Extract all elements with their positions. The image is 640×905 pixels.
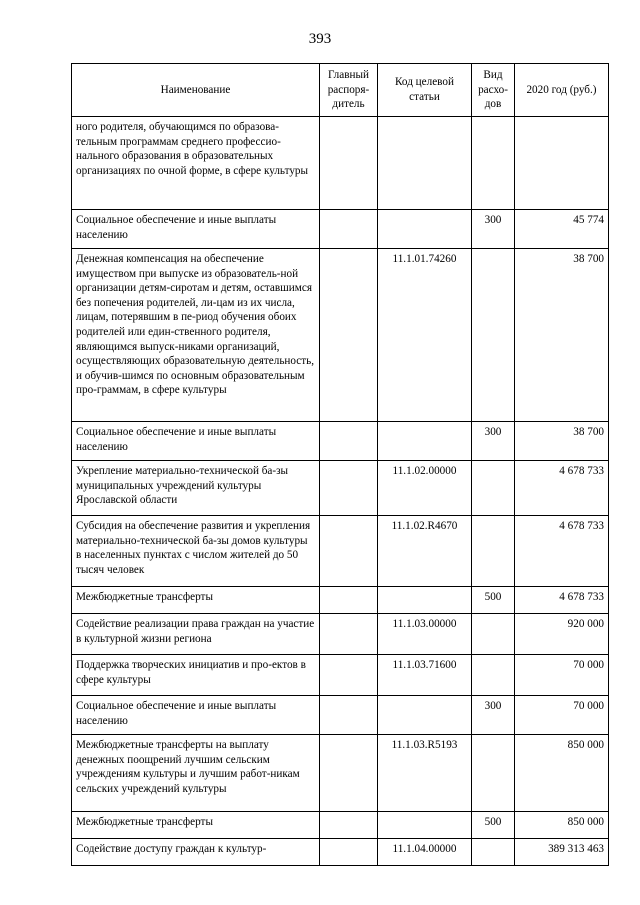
row-name: Социальное обеспечение и иные выплаты населению <box>72 210 320 249</box>
row-expense-kind <box>472 516 515 587</box>
table-row <box>72 587 609 614</box>
row-expense-kind: 500 <box>472 812 515 839</box>
row-amount: 850 000 <box>515 735 609 812</box>
row-expense-kind <box>472 839 515 866</box>
row-expense-kind: 300 <box>472 422 515 461</box>
table-body <box>72 117 609 866</box>
row-amount: 45 774 <box>515 210 609 249</box>
header-expense-kind: Вид расхо-дов <box>472 64 515 117</box>
table-row <box>72 839 609 866</box>
row-amount: 4 678 733 <box>515 516 609 587</box>
row-chief-administrator <box>320 461 378 516</box>
row-chief-administrator <box>320 516 378 587</box>
row-name: Межбюджетные трансферты <box>72 812 320 839</box>
row-target-code <box>378 210 472 249</box>
table-row <box>72 655 609 696</box>
row-expense-kind <box>472 249 515 422</box>
row-target-code <box>378 812 472 839</box>
header-target-code: Код целевой статьи <box>378 64 472 117</box>
row-name: Субсидия на обеспечение развития и укрепления материально-технической ба-зы домов культуры в населенных пунктах с числом жителей до 50 тысяч человек <box>72 516 320 587</box>
table-row <box>72 210 609 249</box>
table-row <box>72 249 609 422</box>
row-name: Социальное обеспечение и иные выплаты населению <box>72 422 320 461</box>
row-expense-kind <box>472 117 515 210</box>
row-name: Межбюджетные трансферты <box>72 587 320 614</box>
row-amount <box>515 117 609 210</box>
page-number: 393 <box>308 31 332 47</box>
row-target-code: 11.1.03.R5193 <box>378 735 472 812</box>
row-expense-kind <box>472 461 515 516</box>
table-header-row <box>72 64 609 117</box>
header-chief-administrator: Главный распоря-дитель <box>320 64 378 117</box>
row-expense-kind: 300 <box>472 696 515 735</box>
header-amount-2020: 2020 год (руб.) <box>515 64 609 117</box>
row-target-code: 11.1.03.00000 <box>378 614 472 655</box>
row-target-code: 11.1.02.00000 <box>378 461 472 516</box>
table-row <box>72 735 609 812</box>
row-target-code <box>378 117 472 210</box>
row-target-code: 11.1.01.74260 <box>378 249 472 422</box>
row-chief-administrator <box>320 249 378 422</box>
header-name: Наименование <box>72 64 320 117</box>
table-row <box>72 516 609 587</box>
row-chief-administrator <box>320 422 378 461</box>
row-target-code <box>378 422 472 461</box>
table-row <box>72 812 609 839</box>
row-amount: 389 313 463 <box>515 839 609 866</box>
row-amount: 920 000 <box>515 614 609 655</box>
table-row <box>72 117 609 210</box>
row-amount: 70 000 <box>515 696 609 735</box>
row-target-code: 11.1.03.71600 <box>378 655 472 696</box>
row-amount: 38 700 <box>515 249 609 422</box>
row-amount: 70 000 <box>515 655 609 696</box>
row-expense-kind <box>472 614 515 655</box>
row-amount: 4 678 733 <box>515 587 609 614</box>
budget-table <box>71 63 609 866</box>
table-row <box>72 614 609 655</box>
row-chief-administrator <box>320 117 378 210</box>
row-chief-administrator <box>320 587 378 614</box>
row-expense-kind <box>472 655 515 696</box>
table-row <box>72 696 609 735</box>
row-target-code: 11.1.04.00000 <box>378 839 472 866</box>
row-amount: 850 000 <box>515 812 609 839</box>
row-expense-kind: 300 <box>472 210 515 249</box>
row-expense-kind: 500 <box>472 587 515 614</box>
row-chief-administrator <box>320 735 378 812</box>
row-name: Поддержка творческих инициатив и про-ектов в сфере культуры <box>72 655 320 696</box>
row-name: Социальное обеспечение и иные выплаты населению <box>72 696 320 735</box>
table-row <box>72 422 609 461</box>
row-chief-administrator <box>320 839 378 866</box>
row-chief-administrator <box>320 655 378 696</box>
row-amount: 38 700 <box>515 422 609 461</box>
row-chief-administrator <box>320 812 378 839</box>
row-amount: 4 678 733 <box>515 461 609 516</box>
row-chief-administrator <box>320 614 378 655</box>
row-chief-administrator <box>320 210 378 249</box>
row-name: Содействие доступу граждан к культур- <box>72 839 320 866</box>
row-expense-kind <box>472 735 515 812</box>
row-target-code <box>378 587 472 614</box>
row-name: ного родителя, обучающимся по образова-тельным программам среднего профессио-нального образования в образовательных организациях по очной форме, в сфере культуры <box>72 117 320 210</box>
row-target-code: 11.1.02.R4670 <box>378 516 472 587</box>
row-chief-administrator <box>320 696 378 735</box>
table-row <box>72 461 609 516</box>
row-name: Содействие реализации права граждан на участие в культурной жизни региона <box>72 614 320 655</box>
row-target-code <box>378 696 472 735</box>
row-name: Денежная компенсация на обеспечение имуществом при выпуске из образователь-ной организации детям-сиротам и детям, оставшимся без попечения родителей, ли-цам из их числа, лицам, потерявшим в пе-риод обучения обоих родителей или един-ственного родителя, являющимся выпуск-никами организаций, осуществляющих образовательную деятельность, и обучив-шимся по основным образовательным про-граммам, в сфере культуры <box>72 249 320 422</box>
row-name: Укрепление материально-технической ба-зы муниципальных учреждений культуры Ярославской области <box>72 461 320 516</box>
row-name: Межбюджетные трансферты на выплату денежных поощрений лучшим сельским учреждениям культуры и лучшим работ-никам сельских учреждений культуры <box>72 735 320 812</box>
